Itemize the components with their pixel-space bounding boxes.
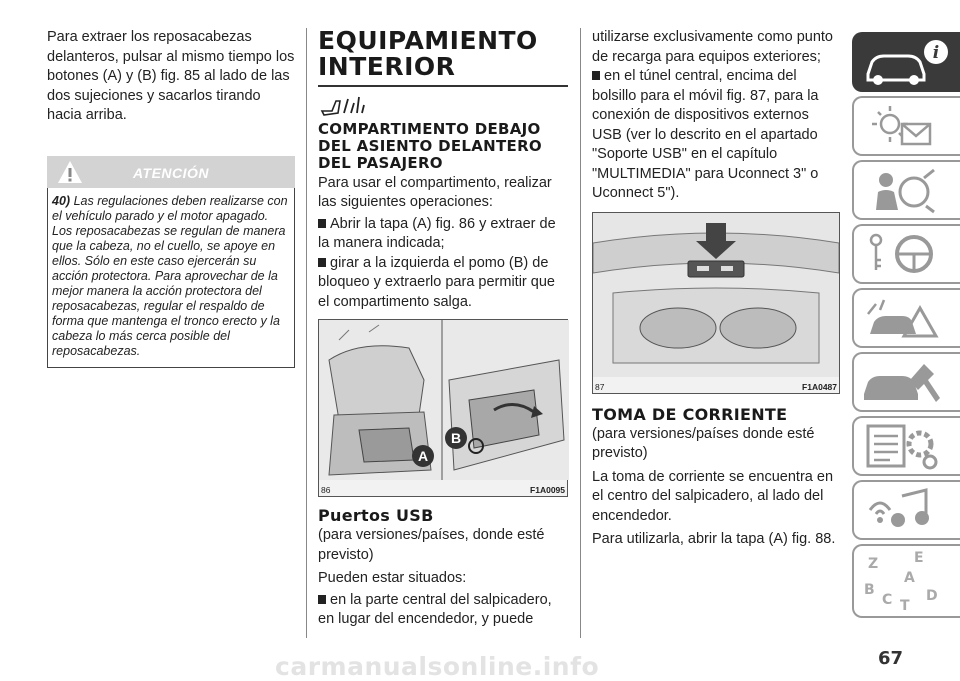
watermark: carmanualsonline.info [275,652,600,681]
tab-maintenance[interactable] [852,352,960,412]
bullet-icon [318,258,326,267]
bullet-item [592,67,842,204]
usb-tunnel-image [593,213,839,377]
chapter-title: EQUIPAMIENTO INTERIOR [318,26,538,81]
figure-code: F1A0487 [802,381,837,392]
warning-title: ATENCIÓN [132,164,210,181]
section-title-power-socket: TOMA DE CORRIENTE [592,404,788,424]
bullet-text: girar a la izquierda el pomo (B) de bloqueo y extraerlo para permitir que el compartimento salga. [318,254,555,310]
column-divider [306,28,307,638]
intro-paragraph: Para extraer los reposacabezas delanteros, pulsar al mismo tiempo los botones (A) y (B) fig. 85 al lado de las dos sujeciones y sacarlos tirando hacia arriba. [47,29,295,123]
bullet-item [318,591,568,630]
svg-text:i: i [932,43,940,63]
index-letters-icon [854,546,954,616]
section-title-compartment: COMPARTIMENTO DEBAJO DEL ASIENTO DELANTERO DEL PASAJERO [318,119,542,172]
tab-starting-driving[interactable] [852,224,960,284]
bullet-item [318,254,568,313]
tab-warning-lights[interactable] [852,96,960,156]
tab-car-info[interactable] [852,32,960,92]
index-letter: Z [868,556,879,572]
column-left [47,28,295,368]
paragraph: Para utilizarla, abrir la tapa (A) fig. 88. [592,531,836,547]
column-right [592,28,842,554]
warning-number: 40) [52,193,71,208]
title-rule [318,85,568,87]
index-letter: D [926,588,938,604]
airbag-icon [854,162,954,218]
figure-number: 87 [595,381,605,392]
section-note: (para versiones/países, donde esté previsto) [318,527,545,563]
continuation-text: utilizarse exclusivamente como punto de recarga para equipos exteriores; [592,29,833,65]
label-a: A [417,448,429,464]
paragraph: La toma de corriente se encuentra en el centro del salpicadero, al lado del encendedor. [592,468,834,524]
bullet-text: Abrir la tapa (A) fig. 86 y extraer de la manera indicada; [318,215,556,251]
section-intro: Pueden estar situados: [318,570,467,586]
bullet-item [318,215,568,254]
index-letter: T [900,598,910,614]
tab-index[interactable] [852,544,960,618]
bullet-icon [592,71,600,80]
figure-caption [593,377,839,399]
seat-compartment-image [319,320,569,480]
column-middle [318,28,568,630]
page-number: 67 [878,648,904,669]
accident-icon [854,290,954,346]
index-letter: E [914,550,924,566]
index-letter: C [882,592,893,608]
key-steering-icon [854,226,954,282]
multimedia-icon [854,482,954,538]
tab-safety[interactable] [852,160,960,220]
figure-number: 86 [321,485,331,495]
label-b: B [450,430,462,446]
seat-icon [318,95,378,117]
column-divider [580,28,581,638]
figure-code: F1A0095 [530,485,565,495]
car-info-icon [854,34,954,90]
bullet-icon [318,595,326,604]
index-letter: B [864,582,875,598]
warning-body [47,188,295,368]
specs-gear-icon [854,418,954,474]
warning-lights-icon [854,98,954,154]
bullet-icon [318,219,326,228]
tab-multimedia[interactable] [852,480,960,540]
bullet-text: en la parte central del salpicadero, en lugar del encendedor, y puede [318,591,552,627]
warning-text: Las regulaciones deben realizarse con el vehículo parado y el motor apagado. Los reposacabezas se regulan de manera que la cabeza, no el cuello, se apoye en ellos. Sólo en este caso ejercerán su acción protectora. Para aprovechar de la mejor manera la acción protectora del reposacabezas, regular el respaldo de forma que mantenga el tronco erecto y la cabeza lo más cerca posible del reposacabezas. [52,193,288,358]
section-intro: Para usar el compartimento, realizar las siguientes operaciones: [318,174,552,210]
section-note: (para versiones/países donde esté previsto) [592,425,815,461]
bullet-text: en el túnel central, encima del bolsillo para el móvil fig. 87, para la conexión de dispositivos externos USB (ver lo descrito en el apartado "Soporte USB" en el capítulo "MULTIMEDIA" para Uconnect 3" o Uconnect 5"). [592,68,819,201]
tab-technical-data[interactable] [852,416,960,476]
warning-header [47,156,295,188]
figure-caption [319,480,567,502]
figure-86 [318,319,568,497]
tab-emergency[interactable] [852,288,960,348]
section-title-usb: Puertos USB [318,506,434,525]
index-letter: A [904,570,915,586]
figure-87 [592,212,840,394]
car-service-icon [854,354,954,410]
